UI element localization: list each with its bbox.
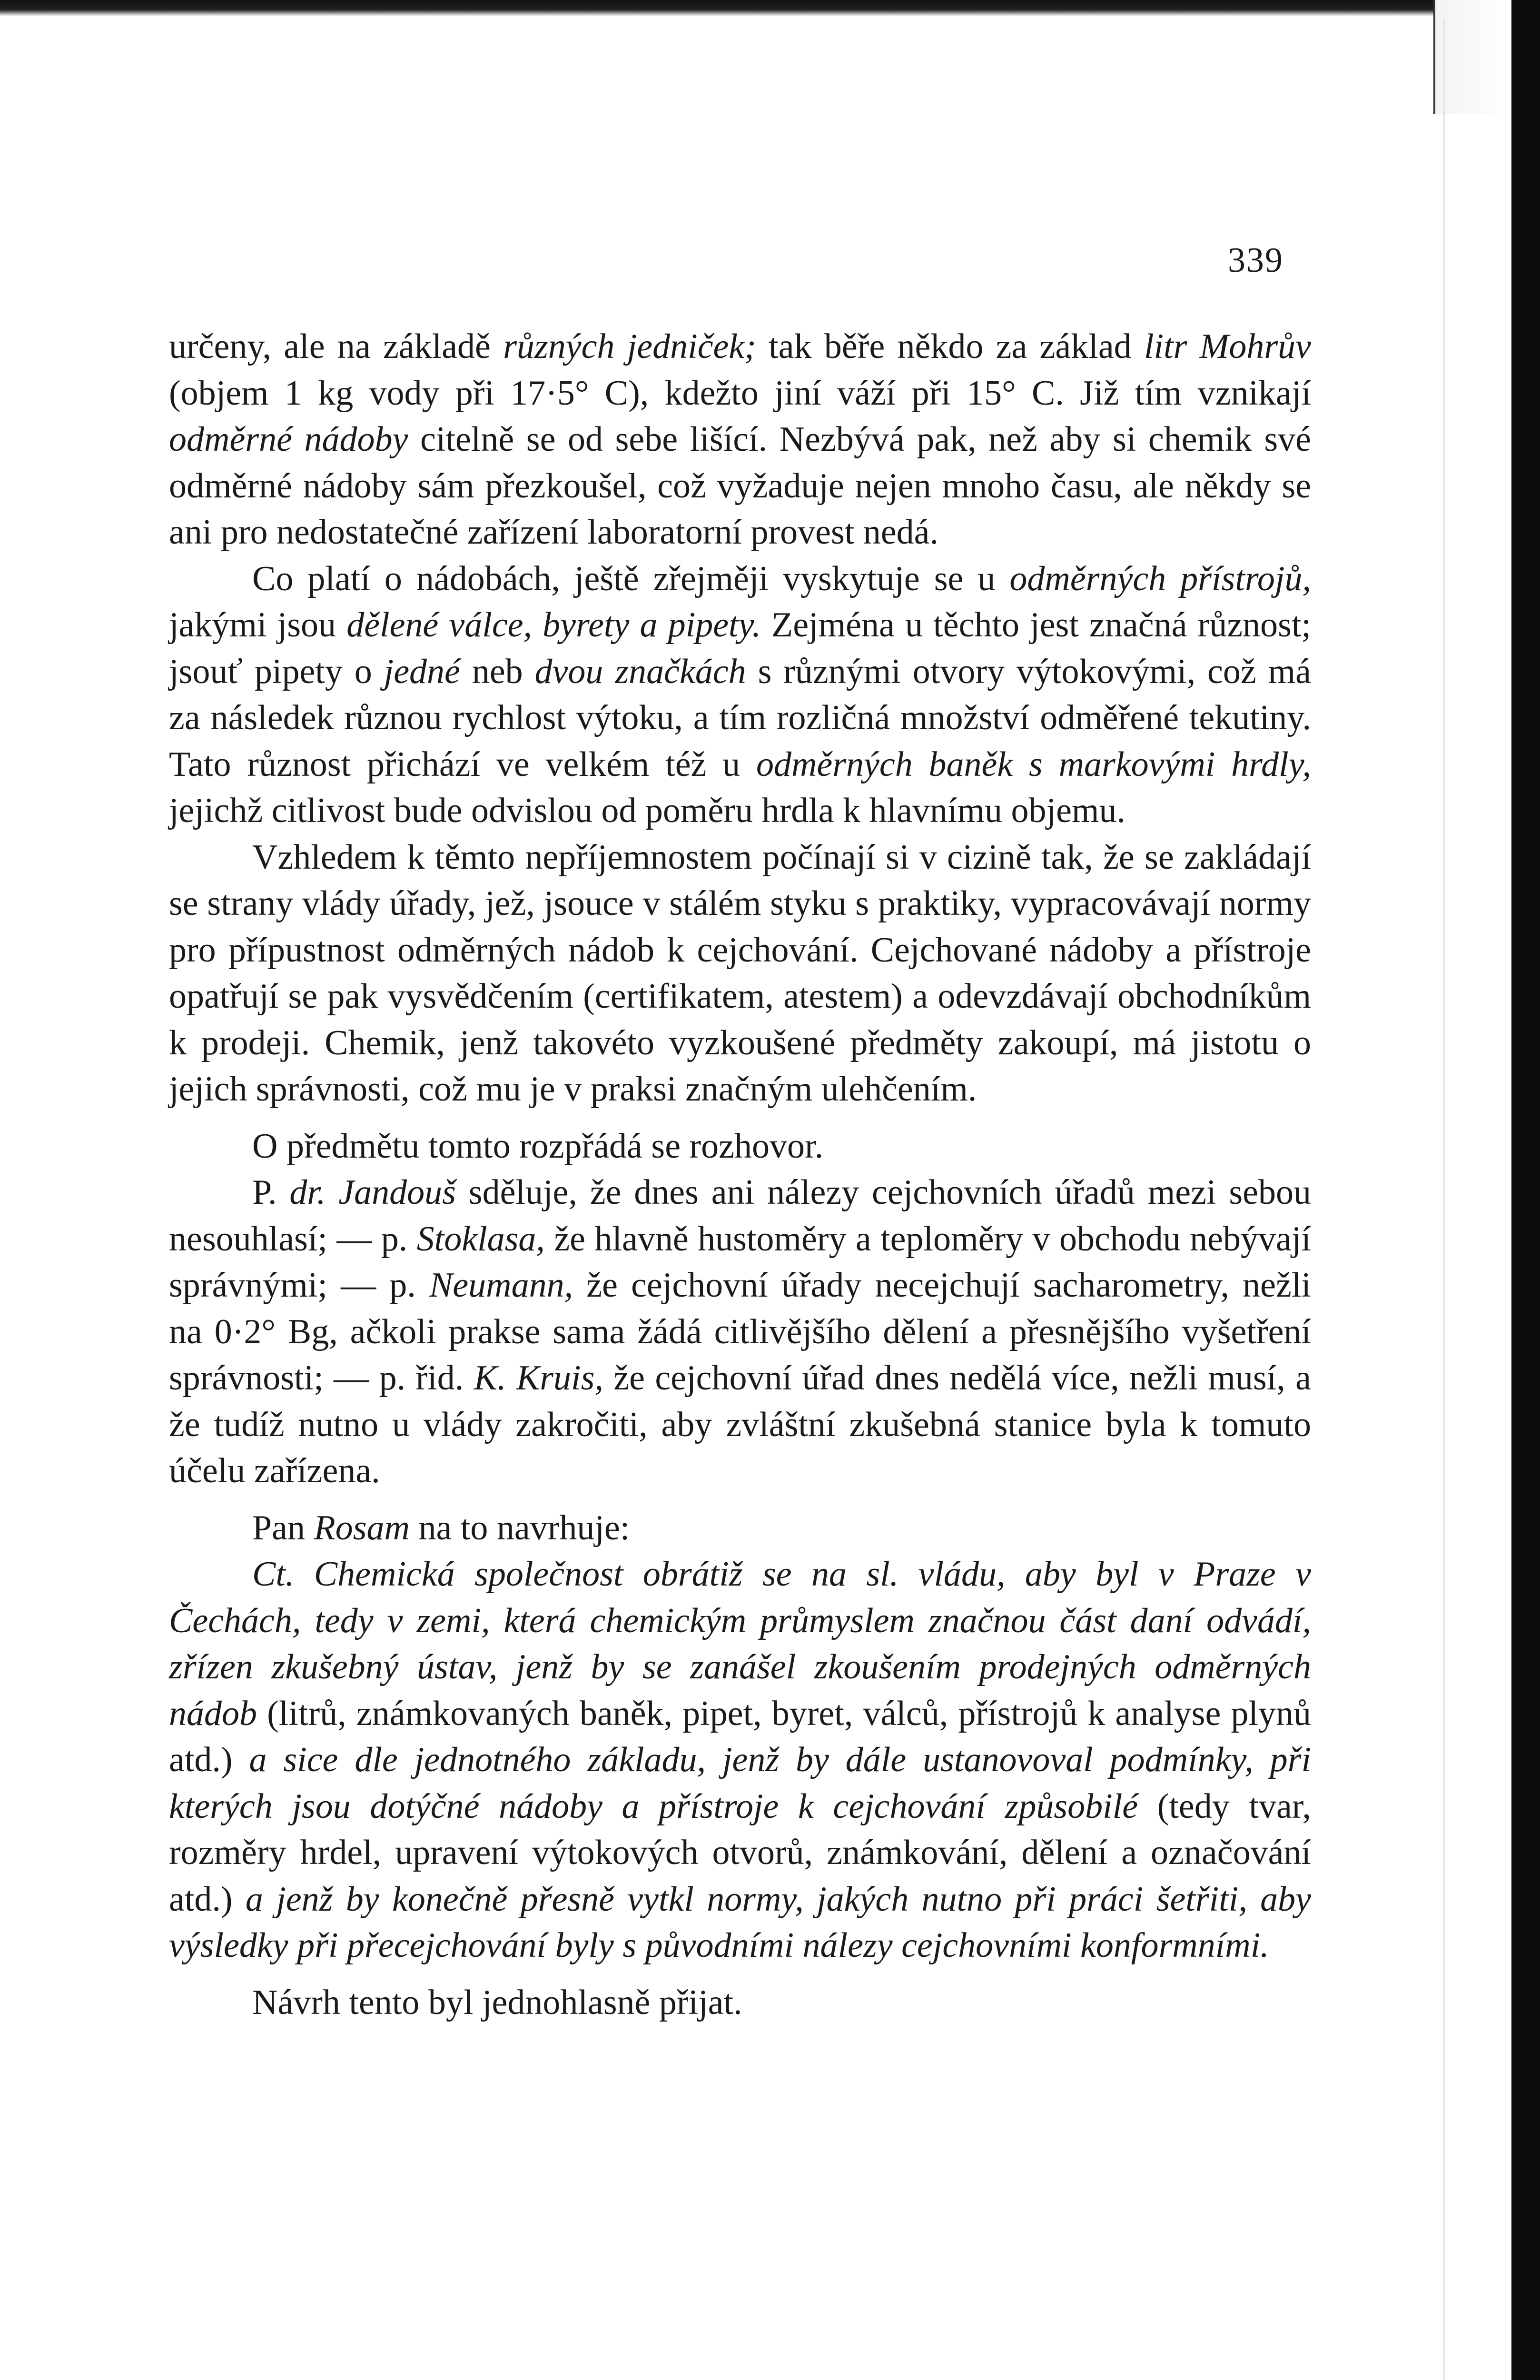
body-text (169, 324, 1311, 2026)
text-run: jakými jsou (169, 605, 347, 645)
italic-text: odměrných baněk s markovými hrdly, (756, 744, 1312, 784)
paragraph (169, 324, 1311, 556)
text-run: Vzhledem k těmto nepříjemnostem počínají si v cizině tak, že se zakládají se strany vlády úřady, jež, jsouce v stálém styku s praktiky, vypracovávají normy pro přípustnost odměrných nádob k cejchování. Cejchované nádoby a přístroje opatřují se pak vysvědčením (certifikatem, atestem) a odevzdávají obchodníkům k prodeji. Chemik, jenž takovéto vyzkoušené předměty zakoupí, má jistotu o jejich správnosti, což mu je v praksi značným ulehčením. (169, 837, 1311, 1109)
text-run: sděluje, že dnes ani nálezy cejchovních úřadů mezi sebou nesouhlasí; — p. (169, 1173, 1312, 1259)
italic-text: odměrné nádoby (169, 420, 408, 459)
text-run: tak běře někdo za základ (756, 327, 1144, 366)
text-run: O předmětu tomto rozpřádá se rozhovor. (252, 1126, 824, 1166)
paragraph (169, 1980, 1311, 2026)
text-run: Co platí o nádobách, ještě zřejměji vyskytuje se u (252, 559, 1010, 598)
text-run: s různými otvory výtokovými, což má za následek různou rychlost výtoku, a tím rozličná množství odměřené tekutiny. Tato různost přichází ve velkém též u (169, 652, 1311, 784)
text-run: (tedy tvar, rozměry hrdel, upravení výtokových otvorů, známkování, dělení a označování atd.) (169, 1786, 1311, 1919)
paragraph (169, 1170, 1311, 1495)
text-run: na to navrhuje: (409, 1508, 630, 1547)
paragraph (169, 1551, 1311, 1969)
italic-text: dr. Jandouš (289, 1173, 456, 1212)
text-run: (litrů, známkovaných baněk, pipet, byret, válců, přístrojů k analyse plynů atd.) (169, 1694, 1311, 1779)
text-run: Zejména u těchto jest značná různost; jsouť pipety o (169, 605, 1311, 691)
text-run: Pan (252, 1508, 314, 1547)
paragraph (169, 556, 1311, 834)
text-run: určeny, ale na základě (169, 327, 503, 366)
italic-text: dělené válce, byrety a pipety. (346, 605, 761, 645)
text-run: neb (460, 652, 535, 691)
text-run: jejichž citlivost bude odvislou od poměru hrdla k hlavnímu objemu. (169, 791, 1125, 830)
text-run: P. (252, 1173, 290, 1212)
scan-edge-right (1511, 0, 1540, 2380)
italic-text: a sice dle jednotného základu, jenž by dále ustanovoval podmínky, při kterých jsou dotýčné nádoby a přístroje k cejchování způsobilé (169, 1740, 1311, 1826)
italic-text: Rosam (314, 1508, 410, 1547)
scan-edge-corner (1433, 0, 1511, 114)
scan-edge-top (0, 0, 1540, 16)
italic-text: a jenž by konečně přesně vytkl normy, jakých nutno při práci šetřiti, aby výsledky při přecejchování byly s původními nálezy cejchovními konformními. (169, 1879, 1312, 1965)
paragraph (169, 1123, 1311, 1170)
page-number: 339 (1228, 241, 1283, 280)
text-run: že hlavně hustoměry a teploměry v obchodu nebývají správnými; — p. (169, 1219, 1311, 1305)
paragraph (169, 834, 1311, 1113)
italic-text: Ct. Chemická společnost obrátiž se na sl. vládu, aby byl v Praze v Čechách, tedy v zemi, která chemickým průmyslem značnou část daní odvádí, zřízen zkušebný ústav, jenž by se zanášel zkoušením prodejných odměrných nádob (169, 1555, 1311, 1733)
text-run: (objem 1 kg vody při 17·5° C), kdežto jiní váží při 15° C. Již tím vznikají (169, 373, 1311, 413)
paragraph (169, 1505, 1311, 1552)
text-run: citelně se od sebe lišící. Nezbývá pak, než aby si chemik své odměrné nádoby sám přezkoušel, což vyžaduje nejen mnoho času, ale někdy se ani pro nedostatečné zařízení laboratorní provest nedá. (169, 420, 1311, 552)
italic-text: Stoklasa, (416, 1219, 545, 1259)
italic-text: dvou značkách (534, 652, 746, 691)
italic-text: litr Mohrův (1144, 327, 1311, 366)
text-run: že cejchovní úřady necejchují sacharometry, nežli na 0·2° Bg, ačkoli prakse sama žádá citlivějšího dělení a přesnějšího vyšetření správnosti; — p. řid. (169, 1266, 1311, 1398)
italic-text: různých jedniček; (503, 327, 756, 366)
italic-text: K. Kruis, (474, 1359, 603, 1398)
text-run: Návrh tento byl jednohlasně přijat. (252, 1983, 742, 2022)
scan-edge-line (1443, 19, 1445, 2380)
text-run: že cejchovní úřad dnes nedělá více, nežli musí, a že tudíž nutno u vlády zakročiti, aby zvláštní zkušebná stanice byla k tomuto účelu zařízena. (169, 1359, 1312, 1490)
italic-text: Neumann, (429, 1266, 573, 1305)
italic-text: jedné (384, 652, 460, 691)
italic-text: odměrných přístrojů, (1009, 559, 1311, 598)
